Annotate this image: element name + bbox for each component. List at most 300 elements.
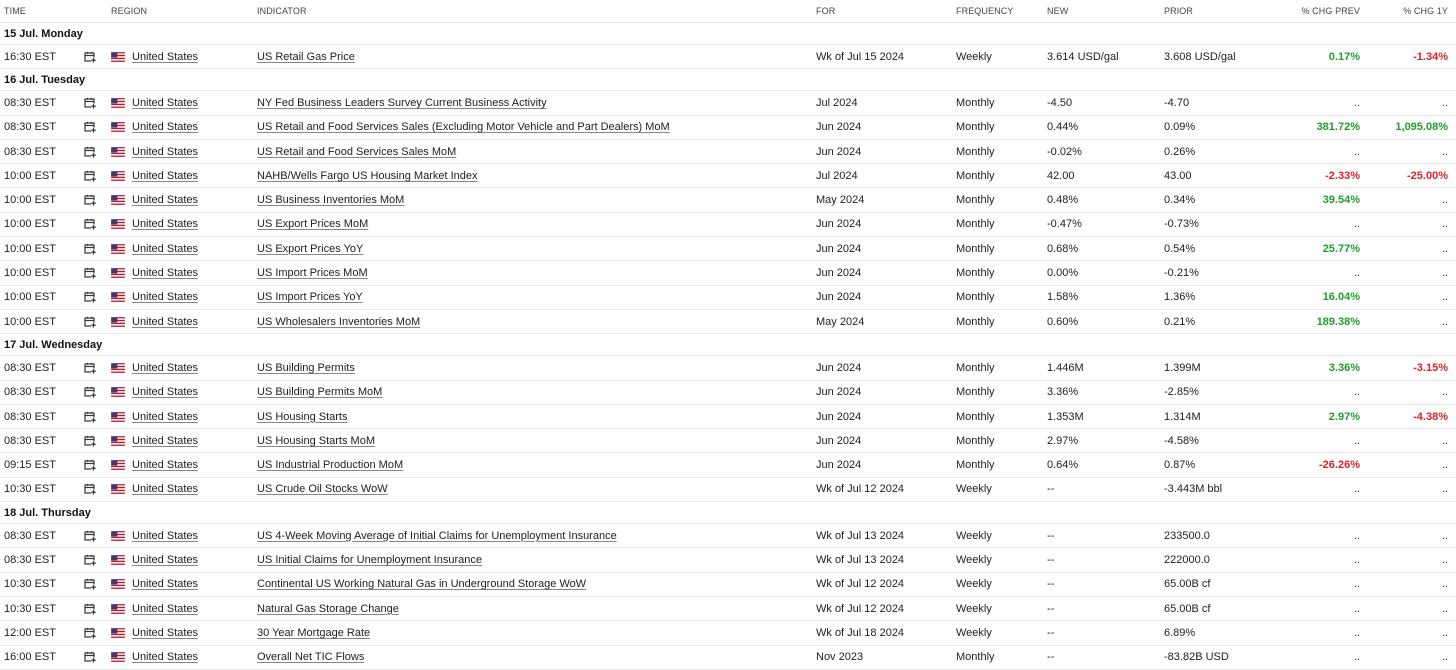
us-flag-icon	[111, 140, 125, 163]
frequency: Monthly	[956, 434, 995, 447]
indicator-name[interactable]: Natural Gas Storage Change	[257, 602, 399, 615]
day-label: 17 Jul. Wednesday	[4, 338, 103, 351]
new-value: -0.47%	[1047, 218, 1082, 231]
table-row[interactable]	[0, 405, 1456, 429]
new-value: 0.60%	[1047, 315, 1079, 328]
table-row[interactable]	[0, 524, 1456, 548]
frequency: Monthly	[956, 194, 995, 207]
header-new[interactable]: NEW	[1047, 6, 1069, 16]
calendar-add-icon[interactable]	[84, 524, 96, 547]
header-region[interactable]: REGION	[111, 6, 148, 16]
chg-prev-value: ..	[1353, 434, 1360, 447]
region-link[interactable]	[132, 405, 198, 428]
indicator-name[interactable]: 30 Year Mortgage Rate	[257, 626, 371, 639]
indicator-name[interactable]: US Export Prices YoY	[257, 242, 364, 255]
table-row[interactable]	[0, 356, 1456, 380]
indicator-name[interactable]: US Import Prices YoY	[257, 291, 363, 304]
region-link[interactable]	[132, 45, 198, 68]
calendar-add-icon[interactable]	[84, 91, 96, 114]
table-row[interactable]	[0, 429, 1456, 453]
calendar-add-icon[interactable]	[84, 429, 96, 452]
indicator-link[interactable]	[257, 548, 482, 571]
calendar-add-icon[interactable]	[84, 573, 96, 596]
region-name[interactable]: United States	[132, 121, 199, 134]
indicator-name[interactable]: NAHB/Wells Fargo US Housing Market Index	[257, 169, 478, 182]
new-value: 3.614 USD/gal	[1047, 50, 1119, 63]
us-flag-icon	[111, 213, 125, 236]
indicator-link[interactable]	[257, 381, 382, 404]
day-label: 15 Jul. Monday	[4, 27, 83, 40]
calendar-add-icon[interactable]	[84, 646, 96, 669]
day-header-row	[0, 334, 1456, 356]
chg-prev-value: ..	[1353, 626, 1360, 639]
region-name[interactable]: United States	[132, 242, 199, 255]
indicator-link[interactable]	[257, 213, 368, 236]
indicator-name[interactable]: NY Fed Business Leaders Survey Current Business Activity	[257, 96, 547, 109]
prior-value: -4.70	[1164, 96, 1190, 109]
region-name[interactable]: United States	[132, 218, 199, 231]
table-row[interactable]	[0, 164, 1456, 188]
region-name[interactable]: United States	[132, 434, 199, 447]
us-flag-icon	[111, 91, 125, 114]
us-flag-icon	[111, 478, 125, 501]
chg-1y-value: ..	[1441, 651, 1448, 664]
indicator-name[interactable]: US Retail and Food Services Sales MoM	[257, 145, 457, 158]
us-flag-icon	[111, 646, 125, 669]
indicator-link[interactable]	[257, 116, 670, 139]
table-row[interactable]	[0, 213, 1456, 237]
prior-value: 0.34%	[1164, 194, 1196, 207]
event-time: 10:00 EST	[4, 291, 56, 304]
calendar-add-icon[interactable]	[84, 213, 96, 236]
region-name[interactable]: United States	[132, 578, 199, 591]
prior-value: 233500.0	[1164, 529, 1210, 542]
chg-1y-value: ..	[1441, 553, 1448, 566]
region-name[interactable]: United States	[132, 50, 199, 63]
period: Jul 2024	[816, 169, 858, 182]
event-time: 10:00 EST	[4, 218, 56, 231]
table-row[interactable]	[0, 261, 1456, 285]
indicator-link[interactable]	[257, 405, 347, 428]
prior-value: 65.00B cf	[1164, 602, 1211, 615]
table-row[interactable]	[0, 237, 1456, 261]
region-name[interactable]: United States	[132, 626, 199, 639]
calendar-add-icon[interactable]	[84, 621, 96, 644]
event-time: 10:00 EST	[4, 315, 56, 328]
prior-value: 6.89%	[1164, 626, 1196, 639]
region-name[interactable]: United States	[132, 145, 199, 158]
indicator-name[interactable]: Overall Net TIC Flows	[257, 651, 365, 664]
chg-1y-value: ..	[1441, 386, 1448, 399]
chg-1y-value: ..	[1441, 218, 1448, 231]
chg-prev-value: 2.97%	[1328, 410, 1360, 423]
event-time: 09:15 EST	[4, 459, 56, 472]
region-link[interactable]	[132, 286, 198, 309]
table-row[interactable]	[0, 140, 1456, 164]
table-row[interactable]	[0, 597, 1456, 621]
period: Wk of Jul 12 2024	[816, 483, 905, 496]
prior-value: 0.54%	[1164, 242, 1196, 255]
us-flag-icon	[111, 381, 125, 404]
prior-value: 0.21%	[1164, 315, 1196, 328]
indicator-name[interactable]: US Crude Oil Stocks WoW	[257, 483, 388, 496]
prior-value: 1.314M	[1164, 410, 1201, 423]
table-row[interactable]	[0, 646, 1456, 670]
indicator-link[interactable]	[257, 621, 370, 644]
period: Wk of Jul 18 2024	[816, 626, 905, 639]
region-name[interactable]: United States	[132, 529, 199, 542]
table-row[interactable]	[0, 116, 1456, 140]
frequency: Monthly	[956, 242, 995, 255]
region-link[interactable]	[132, 381, 198, 404]
chg-1y-value: ..	[1441, 96, 1448, 109]
region-name[interactable]: United States	[132, 96, 199, 109]
indicator-name[interactable]: US Housing Starts	[257, 410, 348, 423]
period: Wk of Jul 12 2024	[816, 578, 905, 591]
period: Jun 2024	[816, 145, 862, 158]
chg-1y-value: ..	[1441, 194, 1448, 207]
event-time: 10:00 EST	[4, 169, 56, 182]
calendar-add-icon[interactable]	[84, 45, 96, 68]
frequency: Monthly	[956, 361, 995, 374]
indicator-name[interactable]: US 4-Week Moving Average of Initial Claims for Unemployment Insurance	[257, 529, 617, 542]
period: Wk of Jul 13 2024	[816, 529, 905, 542]
event-time: 08:30 EST	[4, 434, 56, 447]
frequency: Monthly	[956, 315, 995, 328]
frequency: Monthly	[956, 291, 995, 304]
us-flag-icon	[111, 261, 125, 284]
us-flag-icon	[111, 286, 125, 309]
event-time: 08:30 EST	[4, 553, 56, 566]
indicator-name[interactable]: US Import Prices MoM	[257, 267, 368, 280]
event-time: 16:30 EST	[4, 50, 56, 63]
indicator-name[interactable]: Continental US Working Natural Gas in Underground Storage WoW	[257, 578, 587, 591]
prior-value: -3.443M bbl	[1164, 483, 1223, 496]
indicator-link[interactable]	[257, 310, 420, 333]
chg-prev-value: -26.26%	[1319, 459, 1360, 472]
chg-1y-value: 1,095.08%	[1395, 121, 1448, 134]
header-prior[interactable]: PRIOR	[1164, 6, 1194, 16]
us-flag-icon	[111, 548, 125, 571]
indicator-link[interactable]	[257, 237, 363, 260]
region-name[interactable]: United States	[132, 553, 199, 566]
day-label: 16 Jul. Tuesday	[4, 73, 86, 86]
region-name[interactable]: United States	[132, 361, 199, 374]
indicator-name[interactable]: US Building Permits MoM	[257, 386, 383, 399]
calendar-add-icon[interactable]	[84, 478, 96, 501]
chg-1y-value: ..	[1441, 459, 1448, 472]
region-link[interactable]	[132, 116, 198, 139]
period: Jul 2024	[816, 96, 858, 109]
region-name[interactable]: United States	[132, 315, 199, 328]
region-name[interactable]: United States	[132, 386, 199, 399]
period: Jun 2024	[816, 361, 862, 374]
table-row[interactable]	[0, 478, 1456, 502]
column-header-row	[0, 0, 1456, 23]
new-value: --	[1047, 651, 1055, 664]
new-value: 0.68%	[1047, 242, 1079, 255]
calendar-add-icon[interactable]	[84, 310, 96, 333]
calendar-add-icon[interactable]	[84, 188, 96, 211]
indicator-link[interactable]	[257, 286, 363, 309]
frequency: Monthly	[956, 169, 995, 182]
indicator-name[interactable]: US Retail Gas Price	[257, 50, 355, 63]
calendar-add-icon[interactable]	[84, 356, 96, 379]
region-link[interactable]	[132, 429, 198, 452]
header-chg-1y[interactable]: % CHG 1Y	[1403, 6, 1448, 16]
region-link[interactable]	[132, 621, 198, 644]
indicator-link[interactable]	[257, 140, 456, 163]
indicator-name[interactable]: US Initial Claims for Unemployment Insurance	[257, 553, 482, 566]
region-name[interactable]: United States	[132, 194, 199, 207]
new-value: --	[1047, 602, 1055, 615]
chg-prev-value: ..	[1353, 651, 1360, 664]
frequency: Weekly	[956, 483, 992, 496]
table-row[interactable]	[0, 453, 1456, 477]
header-frequency[interactable]: FREQUENCY	[956, 6, 1014, 16]
chg-1y-value: -1.34%	[1413, 50, 1448, 63]
chg-1y-value: ..	[1441, 626, 1448, 639]
indicator-name[interactable]: US Retail and Food Services Sales (Excluding Motor Vehicle and Part Dealers) MoM	[257, 121, 670, 134]
us-flag-icon	[111, 116, 125, 139]
chg-prev-value: -2.33%	[1325, 169, 1360, 182]
chg-prev-value: ..	[1353, 386, 1360, 399]
us-flag-icon	[111, 45, 125, 68]
period: Jun 2024	[816, 434, 862, 447]
new-value: 1.446M	[1047, 361, 1084, 374]
chg-prev-value: ..	[1353, 267, 1360, 280]
frequency: Monthly	[956, 386, 995, 399]
period: Jun 2024	[816, 121, 862, 134]
region-name[interactable]: United States	[132, 651, 199, 664]
calendar-add-icon[interactable]	[84, 164, 96, 187]
table-row[interactable]	[0, 188, 1456, 212]
table-row[interactable]	[0, 621, 1456, 645]
event-time: 16:00 EST	[4, 651, 56, 664]
new-value: 0.64%	[1047, 459, 1079, 472]
indicator-name[interactable]: US Housing Starts MoM	[257, 434, 375, 447]
region-name[interactable]: United States	[132, 602, 199, 615]
us-flag-icon	[111, 310, 125, 333]
period: Wk of Jul 15 2024	[816, 50, 905, 63]
chg-prev-value: 3.36%	[1328, 361, 1360, 374]
frequency: Weekly	[956, 529, 992, 542]
region-link[interactable]	[132, 478, 198, 501]
us-flag-icon	[111, 573, 125, 596]
calendar-add-icon[interactable]	[84, 381, 96, 404]
calendar-add-icon[interactable]	[84, 116, 96, 139]
chg-1y-value: -25.00%	[1407, 169, 1448, 182]
day-label: 18 Jul. Thursday	[4, 506, 91, 519]
header-chg-prev[interactable]: % CHG PREV	[1301, 6, 1360, 16]
indicator-name[interactable]: US Wholesalers Inventories MoM	[257, 315, 421, 328]
chg-prev-value: 25.77%	[1322, 242, 1360, 255]
header-time[interactable]: TIME	[4, 6, 26, 16]
region-link[interactable]	[132, 91, 198, 114]
region-link[interactable]	[132, 188, 198, 211]
table-row[interactable]	[0, 381, 1456, 405]
event-time: 12:00 EST	[4, 626, 56, 639]
us-flag-icon	[111, 597, 125, 620]
frequency: Weekly	[956, 50, 992, 63]
frequency: Monthly	[956, 96, 995, 109]
indicator-link[interactable]	[257, 91, 547, 114]
new-value: 2.97%	[1047, 434, 1079, 447]
region-link[interactable]	[132, 646, 198, 669]
table-row[interactable]	[0, 548, 1456, 572]
indicator-name[interactable]: US Industrial Production MoM	[257, 459, 404, 472]
period: Jun 2024	[816, 410, 862, 423]
us-flag-icon	[111, 405, 125, 428]
frequency: Monthly	[956, 267, 995, 280]
header-for[interactable]: FOR	[816, 6, 836, 16]
period: Jun 2024	[816, 242, 862, 255]
region-name[interactable]: United States	[132, 267, 199, 280]
event-time: 08:30 EST	[4, 96, 56, 109]
region-name[interactable]: United States	[132, 410, 199, 423]
calendar-add-icon[interactable]	[84, 405, 96, 428]
event-time: 08:30 EST	[4, 145, 56, 158]
frequency: Monthly	[956, 410, 995, 423]
day-header-row	[0, 502, 1456, 524]
chg-prev-value: ..	[1353, 529, 1360, 542]
chg-prev-value: 39.54%	[1322, 194, 1360, 207]
event-time: 10:00 EST	[4, 267, 56, 280]
new-value: 0.48%	[1047, 194, 1079, 207]
indicator-name[interactable]: US Export Prices MoM	[257, 218, 369, 231]
chg-1y-value: ..	[1441, 291, 1448, 304]
table-row[interactable]	[0, 286, 1456, 310]
prior-value: -4.58%	[1164, 434, 1199, 447]
new-value: 42.00	[1047, 169, 1075, 182]
region-link[interactable]	[132, 261, 198, 284]
table-row[interactable]	[0, 310, 1456, 334]
chg-prev-value: ..	[1353, 602, 1360, 615]
calendar-add-icon[interactable]	[84, 453, 96, 476]
us-flag-icon	[111, 188, 125, 211]
prior-value: 3.608 USD/gal	[1164, 50, 1236, 63]
new-value: --	[1047, 483, 1055, 496]
indicator-link[interactable]	[257, 524, 617, 547]
chg-1y-value: ..	[1441, 578, 1448, 591]
new-value: -4.50	[1047, 96, 1073, 109]
calendar-add-icon[interactable]	[84, 261, 96, 284]
chg-1y-value: ..	[1441, 434, 1448, 447]
indicator-link[interactable]	[257, 261, 368, 284]
chg-prev-value: 189.38%	[1316, 315, 1360, 328]
region-link[interactable]	[132, 573, 198, 596]
region-link[interactable]	[132, 310, 198, 333]
chg-prev-value: 381.72%	[1316, 121, 1360, 134]
prior-value: -2.85%	[1164, 386, 1199, 399]
day-header-row	[0, 23, 1456, 45]
indicator-link[interactable]	[257, 188, 404, 211]
prior-value: -0.73%	[1164, 218, 1199, 231]
indicator-link[interactable]	[257, 45, 355, 68]
region-name[interactable]: United States	[132, 169, 199, 182]
frequency: Monthly	[956, 459, 995, 472]
table-row[interactable]	[0, 91, 1456, 115]
region-name[interactable]: United States	[132, 459, 199, 472]
calendar-add-icon[interactable]	[84, 286, 96, 309]
prior-value: -83.82B USD	[1164, 651, 1229, 664]
region-name[interactable]: United States	[132, 483, 199, 496]
prior-value: 1.399M	[1164, 361, 1201, 374]
period: Jun 2024	[816, 291, 862, 304]
frequency: Weekly	[956, 578, 992, 591]
table-row[interactable]	[0, 45, 1456, 69]
indicator-name[interactable]: US Building Permits	[257, 361, 355, 374]
indicator-link[interactable]	[257, 356, 355, 379]
calendar-add-icon[interactable]	[84, 597, 96, 620]
indicator-name[interactable]: US Business Inventories MoM	[257, 194, 405, 207]
region-name[interactable]: United States	[132, 291, 199, 304]
new-value: 1.58%	[1047, 291, 1079, 304]
indicator-link[interactable]	[257, 164, 478, 187]
us-flag-icon	[111, 429, 125, 452]
chg-prev-value: ..	[1353, 96, 1360, 109]
new-value: -0.02%	[1047, 145, 1082, 158]
chg-1y-value: ..	[1441, 267, 1448, 280]
indicator-link[interactable]	[257, 453, 403, 476]
chg-prev-value: ..	[1353, 578, 1360, 591]
period: Wk of Jul 13 2024	[816, 553, 905, 566]
us-flag-icon	[111, 621, 125, 644]
chg-1y-value: -3.15%	[1413, 361, 1448, 374]
indicator-link[interactable]	[257, 429, 375, 452]
event-time: 10:00 EST	[4, 194, 56, 207]
indicator-link[interactable]	[257, 597, 399, 620]
calendar-add-icon[interactable]	[84, 140, 96, 163]
prior-value: 65.00B cf	[1164, 578, 1211, 591]
chg-1y-value: ..	[1441, 483, 1448, 496]
frequency: Monthly	[956, 145, 995, 158]
region-link[interactable]	[132, 597, 198, 620]
calendar-add-icon[interactable]	[84, 237, 96, 260]
region-link[interactable]	[132, 237, 198, 260]
chg-prev-value: 16.04%	[1322, 291, 1360, 304]
chg-1y-value: -4.38%	[1413, 410, 1448, 423]
indicator-link[interactable]	[257, 573, 586, 596]
region-link[interactable]	[132, 164, 198, 187]
event-time: 08:30 EST	[4, 361, 56, 374]
indicator-link[interactable]	[257, 478, 388, 501]
chg-1y-value: ..	[1441, 145, 1448, 158]
period: May 2024	[816, 315, 865, 328]
region-link[interactable]	[132, 524, 198, 547]
chg-prev-value: ..	[1353, 145, 1360, 158]
frequency: Monthly	[956, 218, 995, 231]
region-link[interactable]	[132, 548, 198, 571]
header-indicator[interactable]: INDICATOR	[257, 6, 307, 16]
us-flag-icon	[111, 453, 125, 476]
chg-1y-value: ..	[1441, 602, 1448, 615]
chg-prev-value: 0.17%	[1328, 50, 1360, 63]
indicator-link[interactable]	[257, 646, 364, 669]
frequency: Weekly	[956, 553, 992, 566]
region-link[interactable]	[132, 356, 198, 379]
new-value: 1.353M	[1047, 410, 1084, 423]
frequency: Monthly	[956, 121, 995, 134]
day-header-row	[0, 69, 1456, 91]
new-value: 3.36%	[1047, 386, 1079, 399]
calendar-add-icon[interactable]	[84, 548, 96, 571]
table-row[interactable]	[0, 573, 1456, 597]
prior-value: 222000.0	[1164, 553, 1210, 566]
region-link[interactable]	[132, 140, 198, 163]
region-link[interactable]	[132, 213, 198, 236]
region-link[interactable]	[132, 453, 198, 476]
